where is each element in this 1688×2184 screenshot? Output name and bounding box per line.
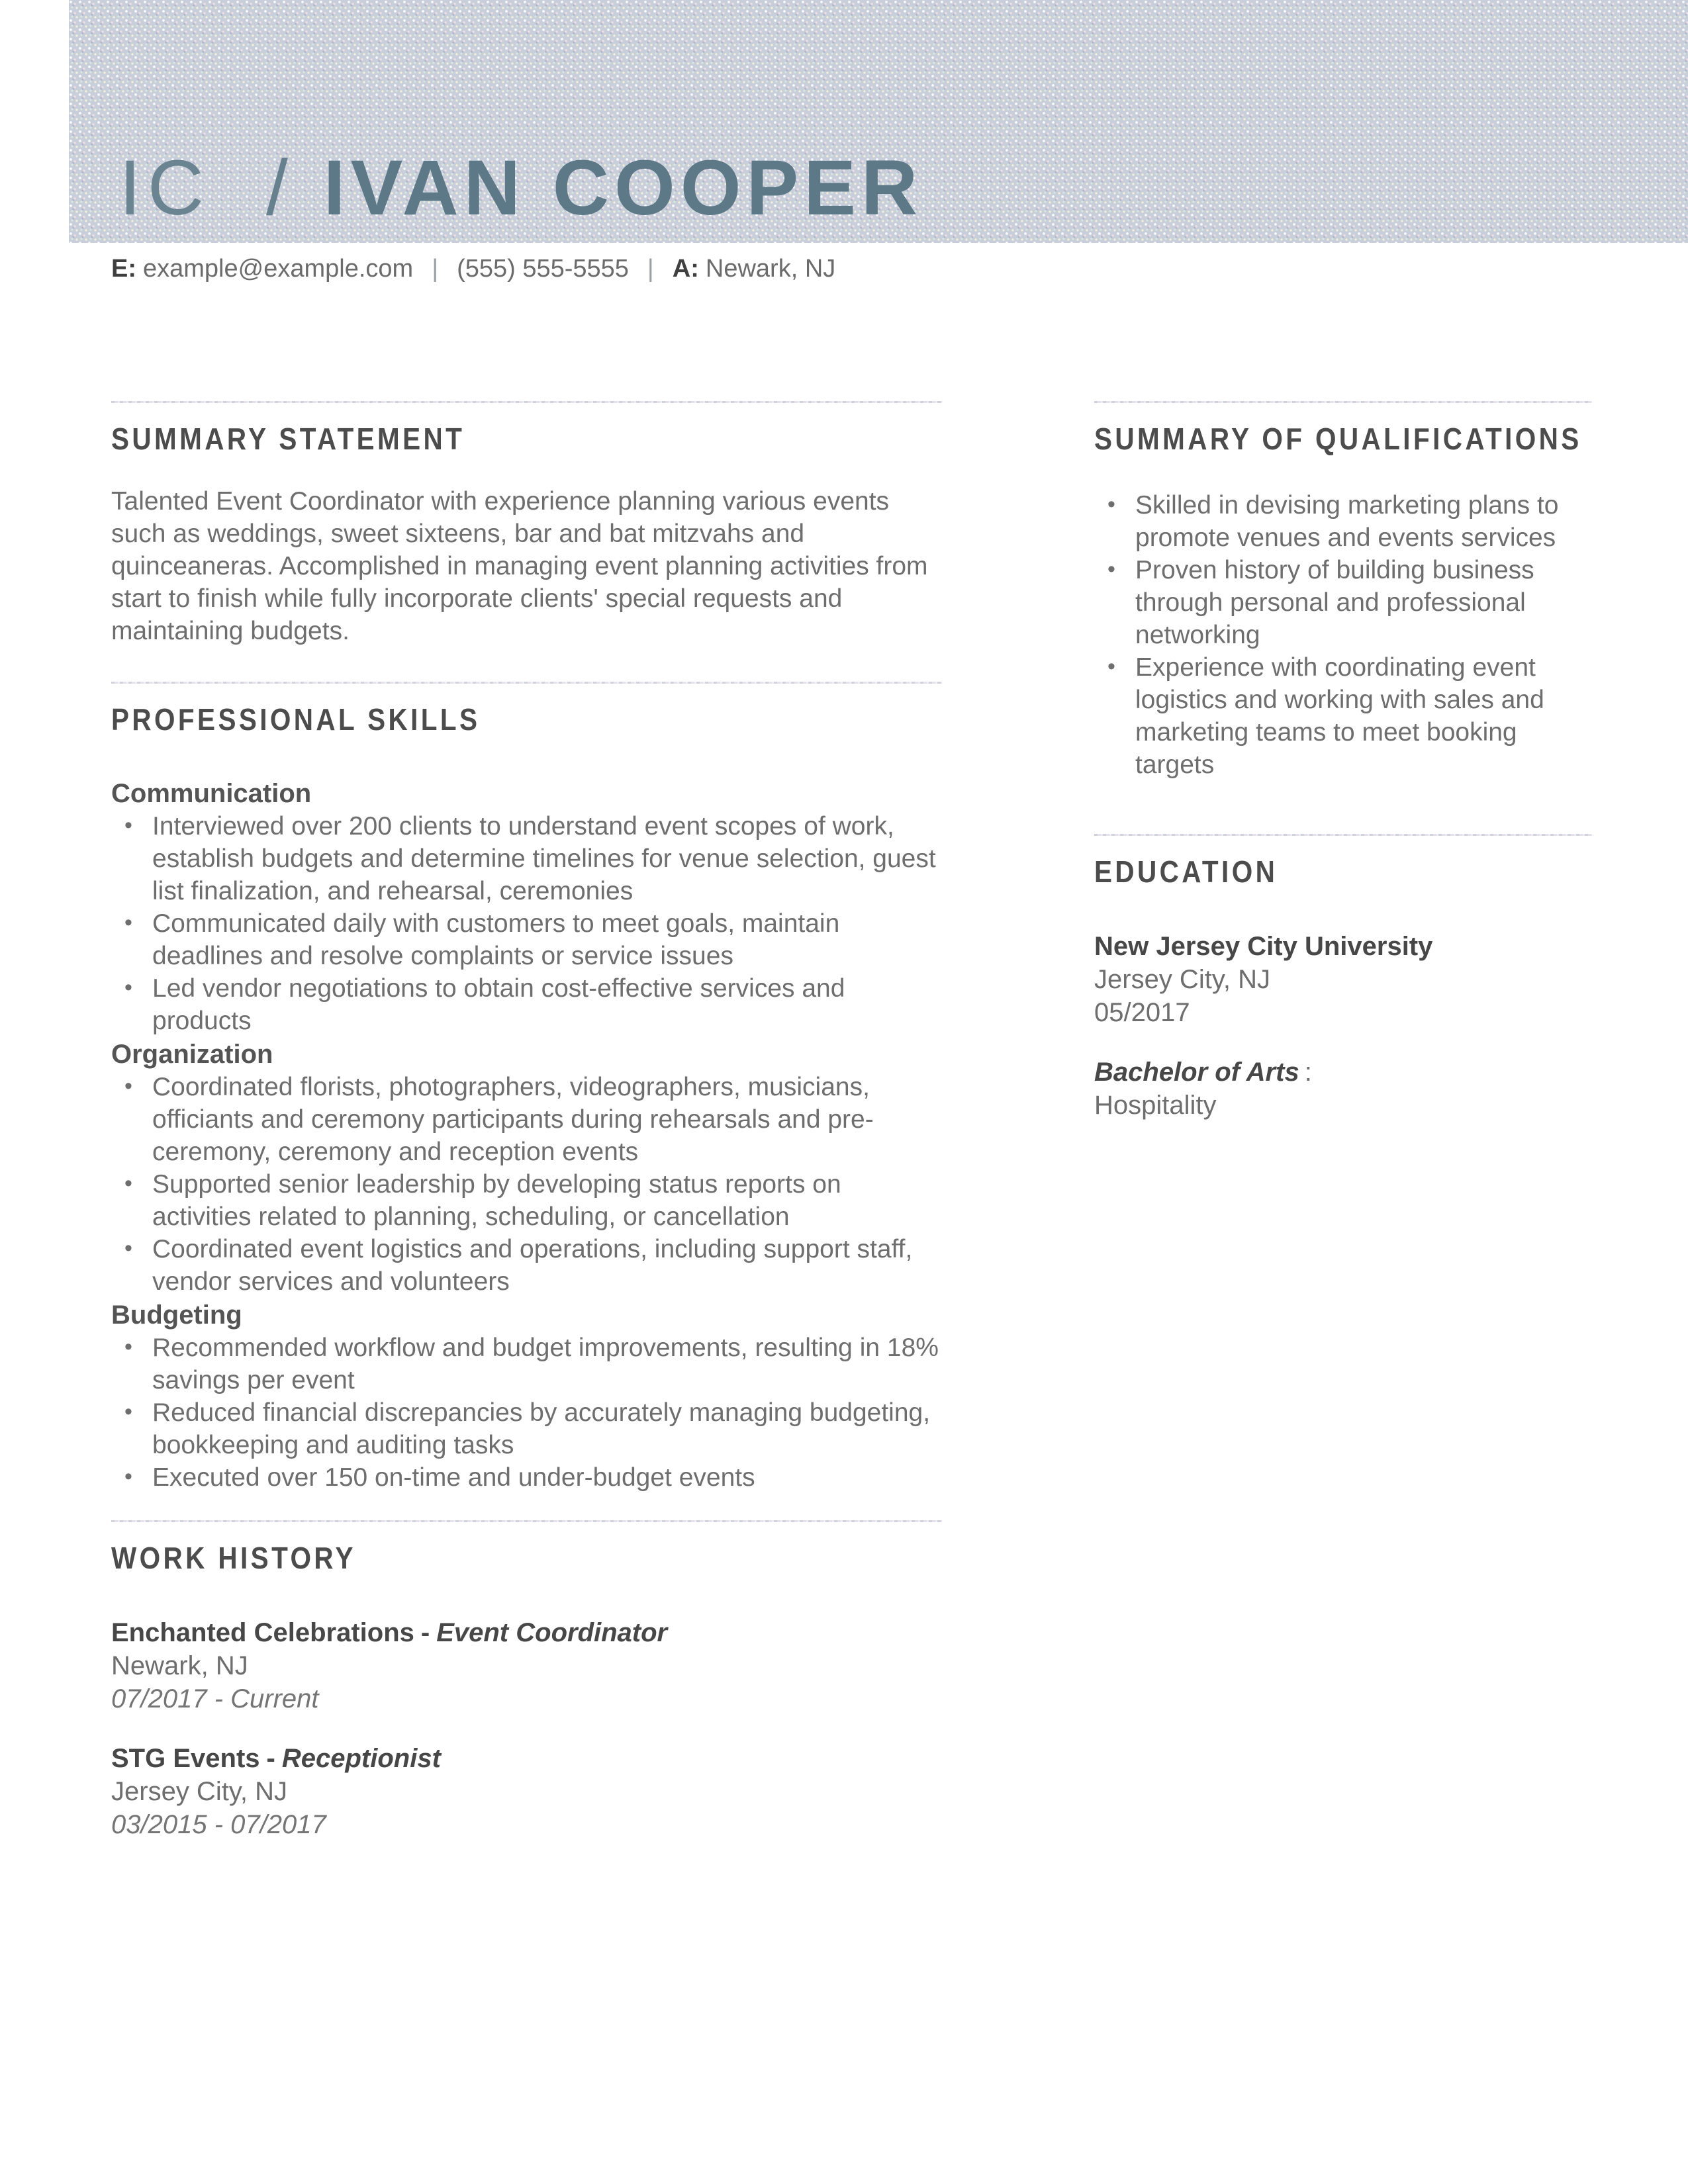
- section-divider: [111, 1520, 942, 1522]
- list-item: • Coordinated florists, photographers, videographers, musicians, officiants and ceremony participants during rehearsals and pre-ceremony, ceremony and reception events: [111, 1071, 942, 1168]
- skill-bullet-list: [111, 1071, 942, 1298]
- address-value: Newark, NJ: [705, 255, 836, 283]
- list-item: • Interviewed over 200 clients to understand event scopes of work, establish budgets and determine timelines for venue selection, guest list finalization, and rehearsal, ceremonies: [111, 810, 942, 907]
- education-heading: EDUCATION: [1094, 854, 1278, 889]
- job-company: STG Events: [111, 1744, 260, 1773]
- list-item: • Coordinated event logistics and operations, including support staff, vendor services and volunteers: [111, 1233, 942, 1298]
- full-name: IVAN COOPER: [323, 144, 923, 232]
- work-history-heading: WORK HISTORY: [111, 1541, 356, 1575]
- name-row: [119, 144, 923, 232]
- job-entry: [111, 1742, 942, 1841]
- list-item: • Led vendor negotiations to obtain cost-effective services and products: [111, 972, 942, 1037]
- skill-bullet-list: [111, 1332, 942, 1494]
- job-dates: 03/2015 - 07/2017: [111, 1810, 326, 1839]
- list-item: • Proven history of building business through personal and professional networking: [1094, 554, 1592, 651]
- phone-value: (555) 555-5555: [457, 255, 629, 283]
- job-separator: -: [420, 1618, 430, 1647]
- section-divider: [1094, 401, 1592, 403]
- degree-colon: :: [1304, 1058, 1312, 1087]
- job-role: Receptionist: [281, 1744, 441, 1773]
- degree-entry: [1094, 1056, 1592, 1122]
- list-item: • Skilled in devising marketing plans to promote venues and events services: [1094, 489, 1592, 554]
- skill-bullet-list: [111, 810, 942, 1037]
- header-band: [69, 0, 1688, 243]
- list-item: • Communicated daily with customers to meet goals, maintain deadlines and resolve complaints or service issues: [111, 907, 942, 972]
- skill-group-title: Budgeting: [111, 1300, 242, 1330]
- school-name: New Jersey City University: [1094, 932, 1433, 961]
- job-title-line: [111, 1616, 942, 1649]
- job-dates: 07/2017 - Current: [111, 1684, 319, 1713]
- job-separator: -: [266, 1744, 275, 1773]
- job-company: Enchanted Celebrations: [111, 1618, 414, 1647]
- summary-statement-heading: SUMMARY STATEMENT: [111, 422, 465, 456]
- job-location: Jersey City, NJ: [111, 1777, 287, 1806]
- qualifications-heading: SUMMARY OF QUALIFICATIONS: [1094, 422, 1582, 456]
- school-location: Jersey City, NJ: [1094, 965, 1270, 994]
- contact-separator: |: [647, 255, 654, 283]
- skill-group-title: Organization: [111, 1040, 273, 1069]
- list-item: • Executed over 150 on-time and under-budget events: [111, 1461, 942, 1494]
- email-label: E:: [111, 255, 136, 283]
- address-label: A:: [672, 255, 699, 283]
- monogram: IC: [119, 144, 211, 232]
- list-item: • Reduced financial discrepancies by accurately managing budgeting, bookkeeping and auditing tasks: [111, 1396, 942, 1461]
- summary-statement-text: Talented Event Coordinator with experience planning various events such as weddings, sweet sixteens, bar and bat mitzvahs and quinceaneras. Accomplished in managing event planning activities from start to finish while fully incorporate clients' special requests and maintaining budgets.: [111, 487, 928, 645]
- list-item: • Recommended workflow and budget improvements, resulting in 18% savings per event: [111, 1332, 942, 1396]
- list-item: • Supported senior leadership by developing status reports on activities related to planning, scheduling, or cancellation: [111, 1168, 942, 1233]
- left-column: [111, 401, 942, 1841]
- email-value: example@example.com: [143, 255, 414, 283]
- job-title-line: [111, 1742, 942, 1775]
- list-item: • Experience with coordinating event logistics and working with sales and marketing teams to meet booking targets: [1094, 651, 1592, 781]
- degree-major: Hospitality: [1094, 1091, 1217, 1120]
- professional-skills-heading: PROFESSIONAL SKILLS: [111, 702, 481, 737]
- section-divider: [111, 682, 942, 684]
- degree-name: Bachelor of Arts: [1094, 1058, 1299, 1087]
- right-column: [1094, 401, 1592, 1122]
- section-divider: [1094, 834, 1592, 836]
- slash-divider: /: [266, 144, 288, 232]
- qualifications-bullet-list: [1094, 489, 1592, 781]
- job-entry: [111, 1616, 942, 1715]
- graduation-date: 05/2017: [1094, 998, 1190, 1027]
- job-location: Newark, NJ: [111, 1651, 248, 1680]
- section-divider: [111, 401, 942, 403]
- contact-line: [111, 253, 835, 285]
- skill-group-title: Communication: [111, 779, 312, 808]
- contact-separator: |: [432, 255, 439, 283]
- job-role: Event Coordinator: [436, 1618, 668, 1647]
- degree-line: [1094, 1056, 1592, 1089]
- education-entry: [1094, 930, 1592, 1029]
